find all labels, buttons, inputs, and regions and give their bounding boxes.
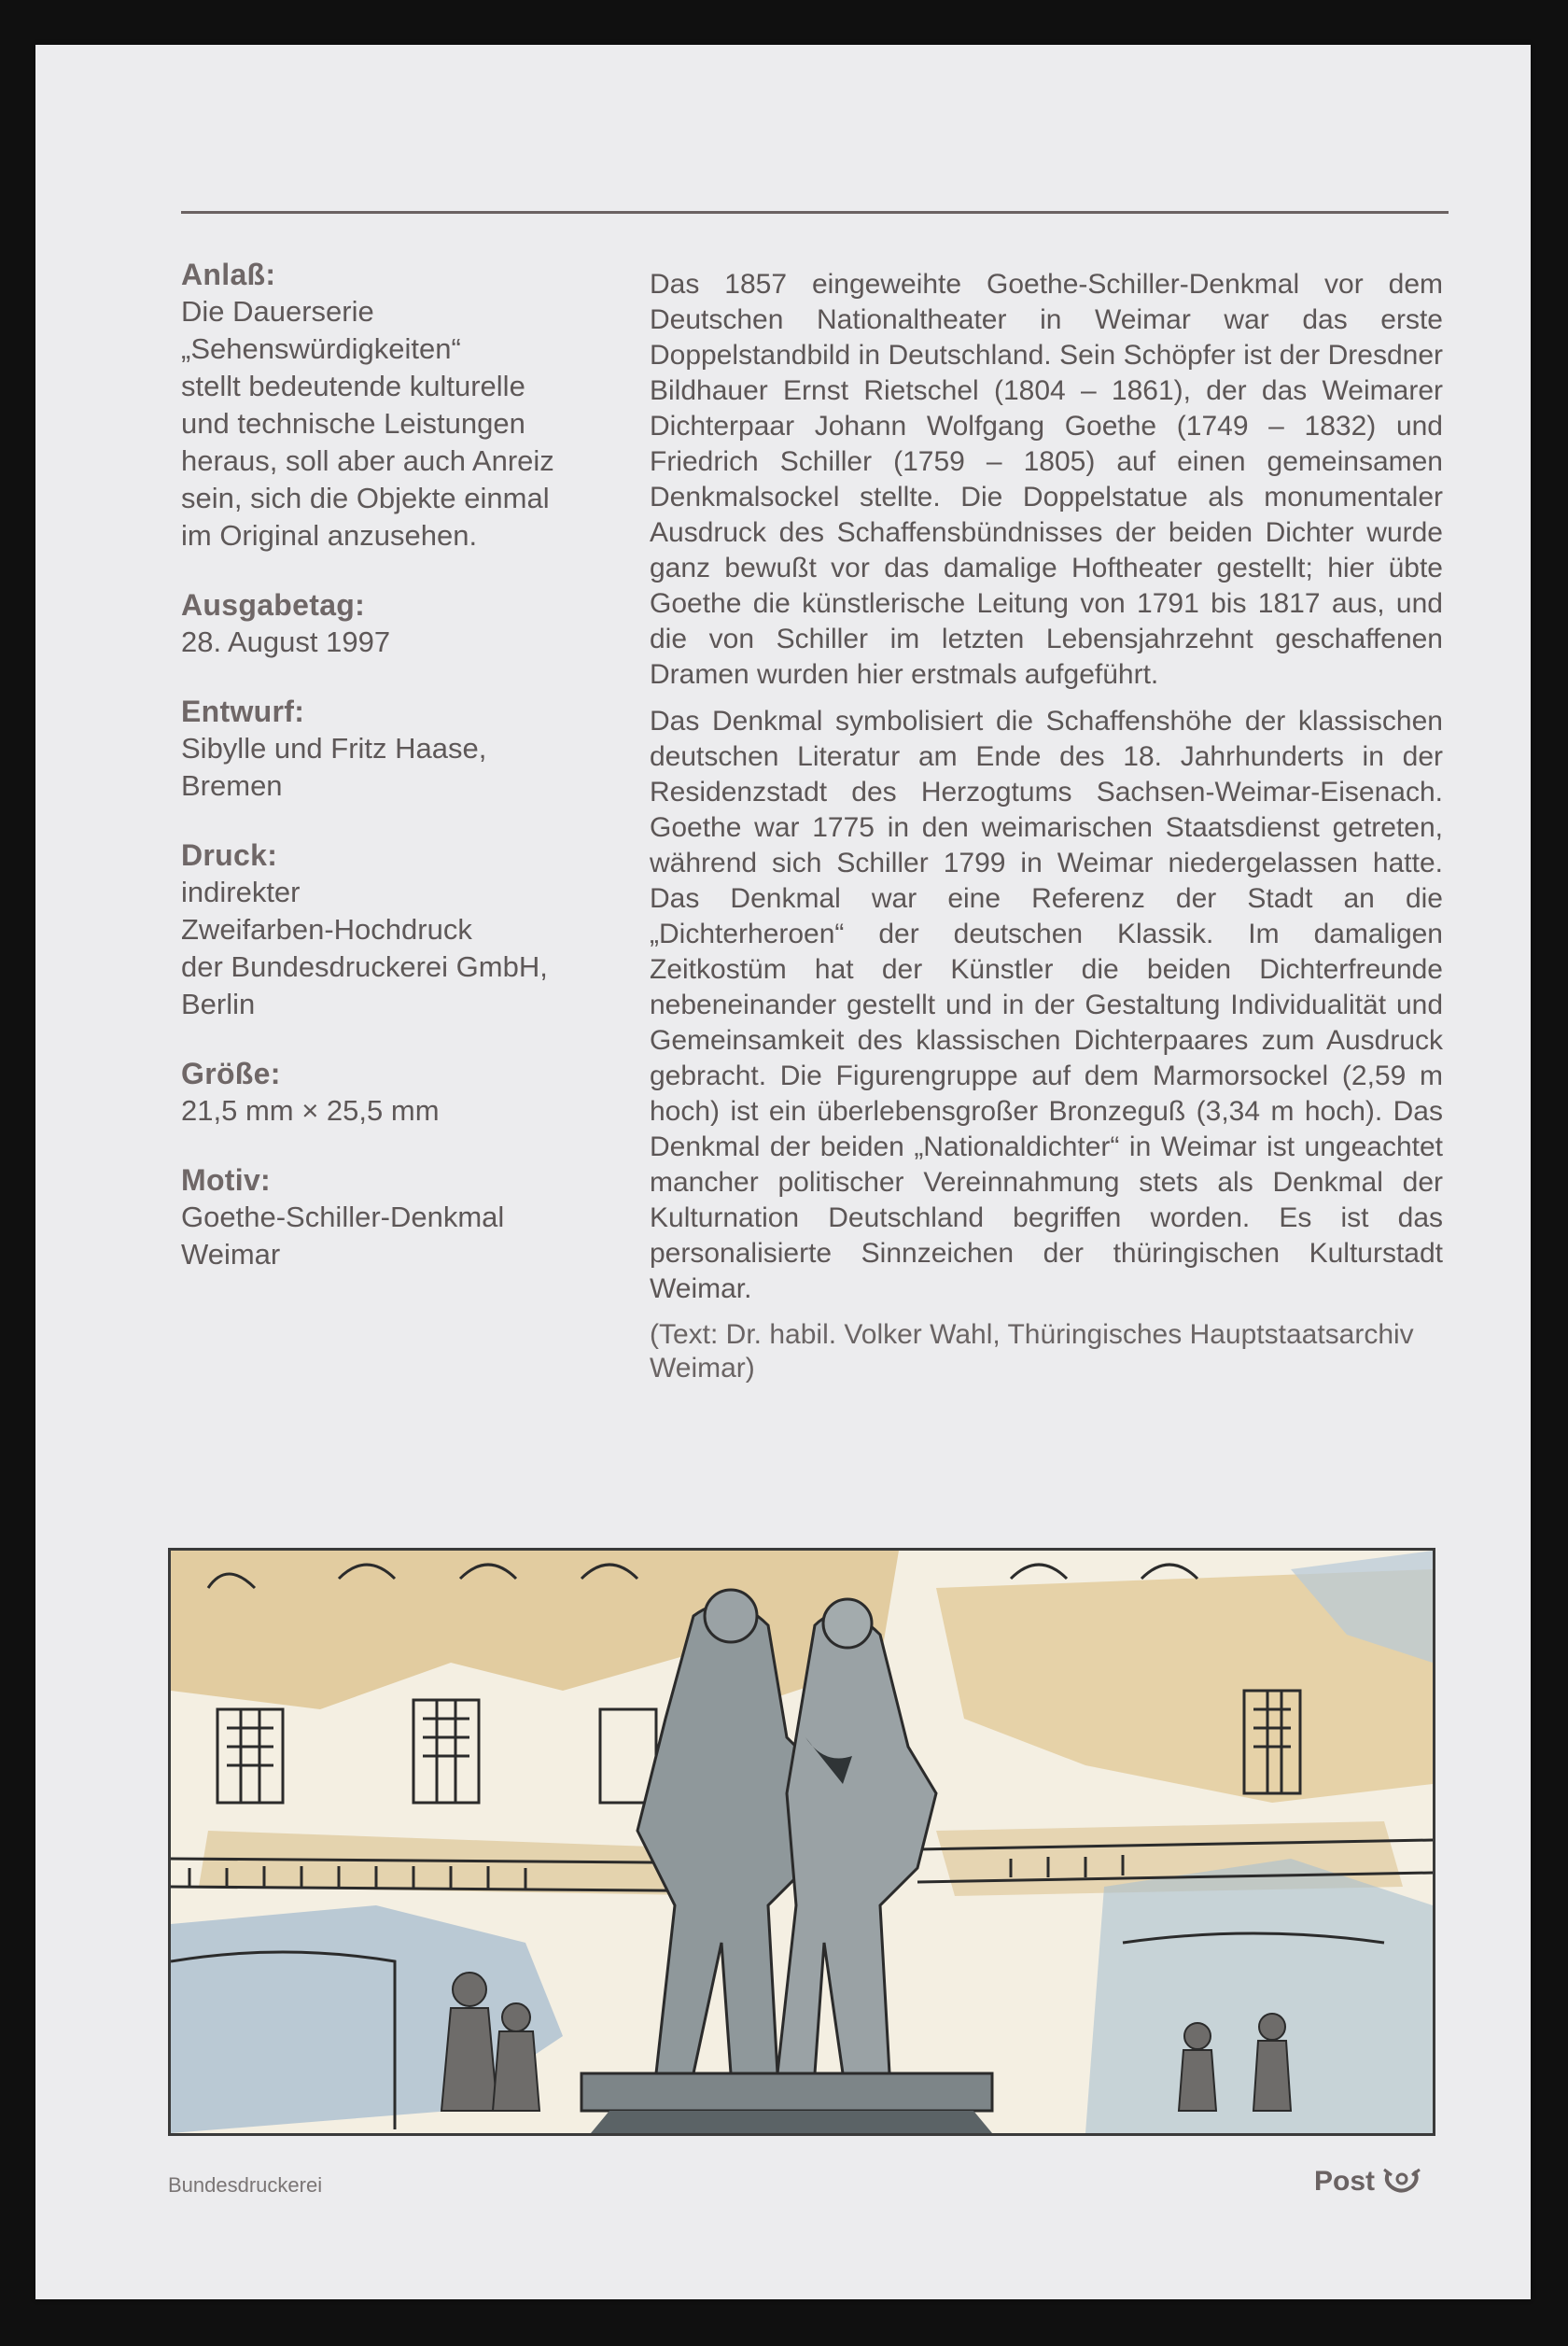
section-body: 21,5 mm × 25,5 mm [181, 1094, 440, 1127]
section-ausgabetag [181, 586, 620, 661]
post-wordmark: Post [1314, 2166, 1376, 2197]
top-rule [181, 211, 1449, 214]
description-paragraph: Das 1857 eingeweihte Goethe-Schiller-Denkmal vor dem Deutschen Nationaltheater in Weimar war das erste Doppelstandbild in Deutschland. Sein Schöpfer ist der Dresdner Bildhauer Ernst Rietschel (1804 – 1861), der das Weimarer Dichterpaar Johann Wolfgang Goethe (1749 – 1832) und Friedrich Schiller (1759 – 1805) auf einen gemeinsamen Denkmalsockel stellte. Die Doppelstatue als monumentaler Ausdruck des Schaffensbündnisses der beiden Dichter wurde ganz bewußt vor das damalige Hoftheater gestellt; hier übte Goethe die künstlerische Leitung von 1791 bis 1817 aus, und die von Schiller im letzten Lebensjahrzehnt geschaffenen Dramen wurden hier erstmals aufgeführt. [650, 269, 1443, 690]
monument-illustration [168, 1548, 1435, 2136]
posthorn-icon [1382, 2166, 1421, 2198]
description-column [650, 267, 1443, 1385]
section-heading: Druck: [181, 838, 278, 872]
section-anlass [181, 256, 620, 555]
section-body: 28. August 1997 [181, 625, 391, 658]
section-druck [181, 836, 620, 1023]
illustration-drawing [171, 1551, 1433, 2133]
section-body: Die Dauerserie „Sehenswürdigkeiten“ stellt bedeutende kulturelle und technische Leistungen heraus, soll aber auch Anreiz sein, sich die Objekte einmal im Original anzusehen. [181, 295, 554, 552]
section-groesse [181, 1055, 620, 1130]
description-paragraph: Das Denkmal symbolisiert die Schaffenshöhe der klassischen deutschen Literatur am Ende des 18. Jahrhunderts in der Residenzstadt des Herzogtums Sachsen-Weimar-Eisenach. Goethe war 1775 in den weimarischen Staatsdienst getreten, während sich Schiller 1799 in Weimar niedergelassen hatte. Das Denkmal war eine Referenz der Stadt an die „Dichterheroen“ der deutschen Klassik. Im damaligen Zeitkostüm hat der Künstler die beiden Dichterfreunde nebeneinander gestellt und in der Gestaltung Individualität und Gemeinsamkeit des klassischen Dichterpaares zum Ausdruck gebracht. Die Figurengruppe auf dem Marmorsockel (2,59 m hoch) ist ein überlebensgroßer Bronzeguß (3,34 m hoch). Das Denkmal der beiden „Nationaldichter“ in Weimar ist ungeachtet mancher politischer Vereinnahmung stets als Denkmal der Kulturnation Deutschland begriffen worden. Es ist das personalisierte Sinnzeichen der thüringischen Kulturstadt Weimar. [650, 706, 1443, 1304]
section-body: Sibylle und Fritz Haase, Bremen [181, 732, 487, 802]
section-heading: Anlaß: [181, 258, 276, 291]
text-credit: (Text: Dr. habil. Volker Wahl, Thüringisches Hauptstaatsarchiv Weimar) [650, 1319, 1414, 1384]
section-entwurf [181, 693, 620, 805]
section-body: Goethe-Schiller-Denkmal Weimar [181, 1201, 505, 1271]
info-sheet [35, 45, 1531, 2299]
section-motiv [181, 1161, 620, 1273]
section-heading: Größe: [181, 1057, 281, 1090]
facts-column [181, 256, 620, 1305]
section-heading: Ausgabetag: [181, 588, 366, 622]
section-heading: Motiv: [181, 1163, 272, 1197]
post-logo [1314, 2166, 1421, 2198]
publisher-label: Bundesdruckerei [168, 2173, 323, 2197]
section-body: indirekter Zweifarben-Hochdruck der Bundesdruckerei GmbH, Berlin [181, 876, 548, 1020]
section-heading: Entwurf: [181, 695, 305, 728]
